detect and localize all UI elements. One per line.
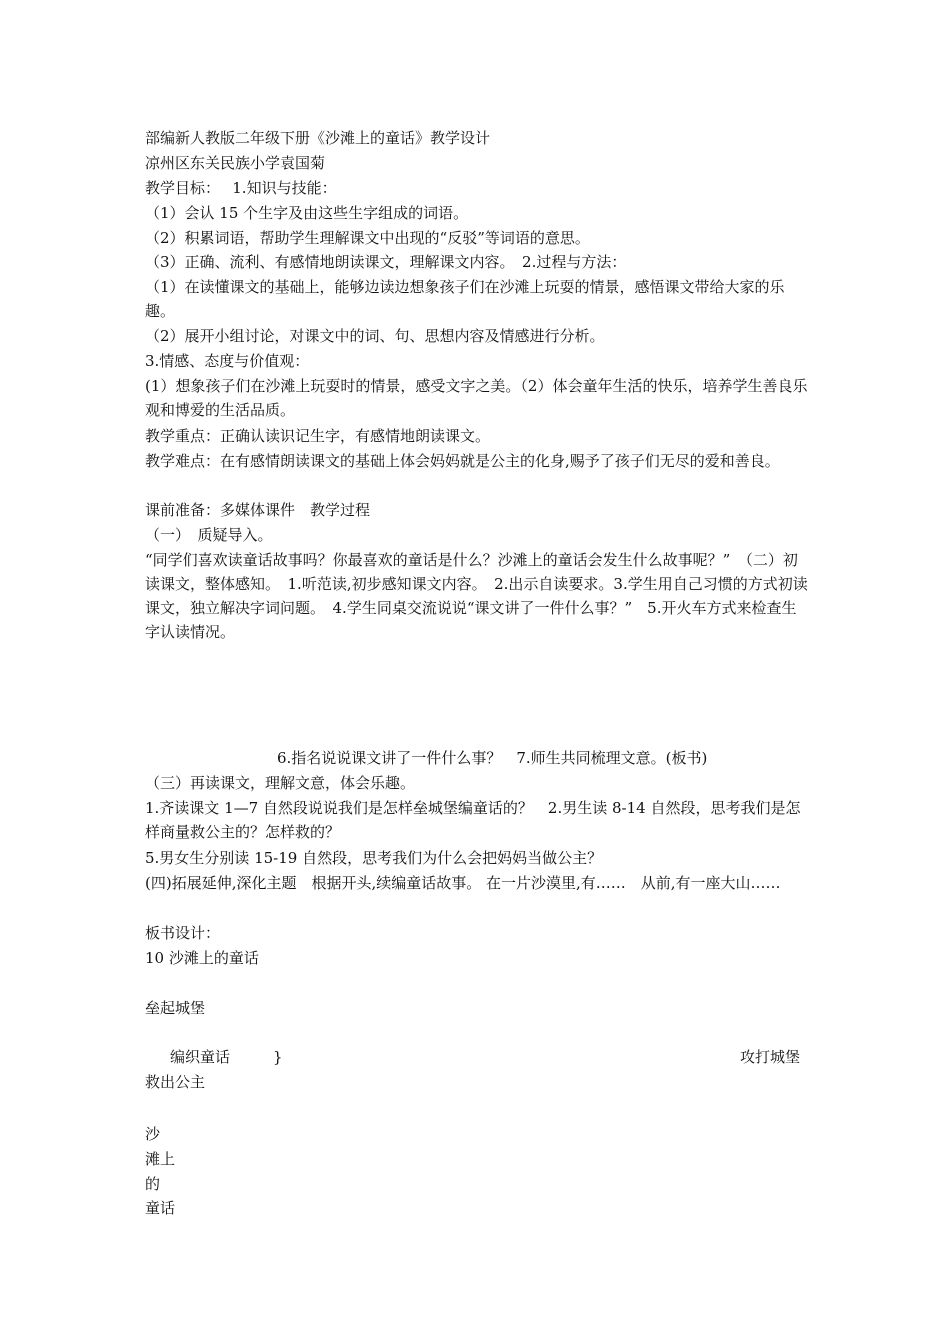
key-point: 教学重点：正确认读识记生字，有感情地朗读课文。: [145, 427, 491, 445]
board-title: 10 沙滩上的童话: [145, 949, 259, 967]
difficulty: 教学难点：在有感情朗读课文的基础上体会妈妈就是公主的化身,赐予了孩子们无尽的爱和善良。: [145, 452, 780, 470]
step-3-body: 1.齐读课文 1—7 自然段说说我们是怎样垒城堡编童话的？ 2.男生读 8-14 自然段，思考我们是怎样商量救公主的？怎样救的？: [145, 799, 801, 841]
board-vertical-1: 沙: [145, 1125, 161, 1143]
preparation: 课前准备：多媒体课件 教学过程: [145, 501, 371, 519]
goal-item-1: （1）会认 15 个生字及由这些生字组成的词语。: [145, 204, 469, 222]
step-4: (四)拓展延伸,深化主题 根据开头,续编童话故事。 在一片沙漠里,有…… 从前,有一座大山……: [145, 874, 781, 892]
goal-item-2: （2）积累词语，帮助学生理解课文中出现的“反驳”等词语的意思。: [145, 229, 590, 247]
board-build-castle: 垒起城堡: [145, 999, 206, 1017]
process-item-2: （2）展开小组讨论，对课文中的词、句、思想内容及情感进行分析。: [145, 327, 605, 345]
board-rescue-princess: 救出公主: [145, 1073, 206, 1091]
board-vertical-4: 童话: [145, 1199, 176, 1217]
doc-title: 部编新人教版二年级下册《沙滩上的童话》教学设计: [145, 129, 491, 147]
emotion-item: (1）想象孩子们在沙滩上玩耍时的情景，感受文字之美。（2）体会童年生活的快乐，培养学生善良乐观和博爱的生活品质。: [145, 377, 808, 419]
emotion-heading: 3.情感、态度与价值观：: [145, 352, 310, 370]
doc-author: 凉州区东关民族小学袁国菊: [145, 154, 326, 172]
step-1-heading: （一） 质疑导入。: [145, 526, 273, 544]
board-vertical-3: 的: [145, 1175, 161, 1193]
goal-item-3: （3）正确、流利、有感情地朗读课文，理解课文内容。 2.过程与方法：: [145, 253, 627, 271]
step-3-heading: （三）再读课文，理解文意，体会乐趣。: [145, 774, 416, 792]
step-2-continued: 6.指名说说课文讲了一件什么事？ 7.师生共同梳理文意。(板书): [277, 749, 708, 767]
board-vertical-2: 滩上: [145, 1150, 176, 1168]
board-brace: }: [273, 1048, 283, 1066]
goal-heading: 教学目标： 1.知识与技能：: [145, 179, 337, 197]
board-heading: 板书设计：: [145, 924, 221, 942]
board-weave-story: 编织童话: [170, 1048, 231, 1066]
step-1-body: “同学们喜欢读童话故事吗？你最喜欢的童话是什么？沙滩上的童话会发生什么故事呢？” （二）初读课文，整体感知。 1.听范读,初步感知课文内容。 2.出示自读要求。3.学生用自己习惯的方式初读课文，独立解决字词问题。 4.学生同桌交流说说“课文讲了一件什么事？” 5.开火车方式来检查生字认读情况。: [145, 551, 808, 641]
step-3-item-5: 5.男女生分别读 15-19 自然段，思考我们为什么会把妈妈当做公主？: [145, 849, 603, 867]
process-item-1: （1）在读懂课文的基础上，能够边读边想象孩子们在沙滩上玩耍的情景，感悟课文带给大家的乐趣。: [145, 278, 785, 320]
board-attack-castle: 攻打城堡: [740, 1048, 801, 1066]
